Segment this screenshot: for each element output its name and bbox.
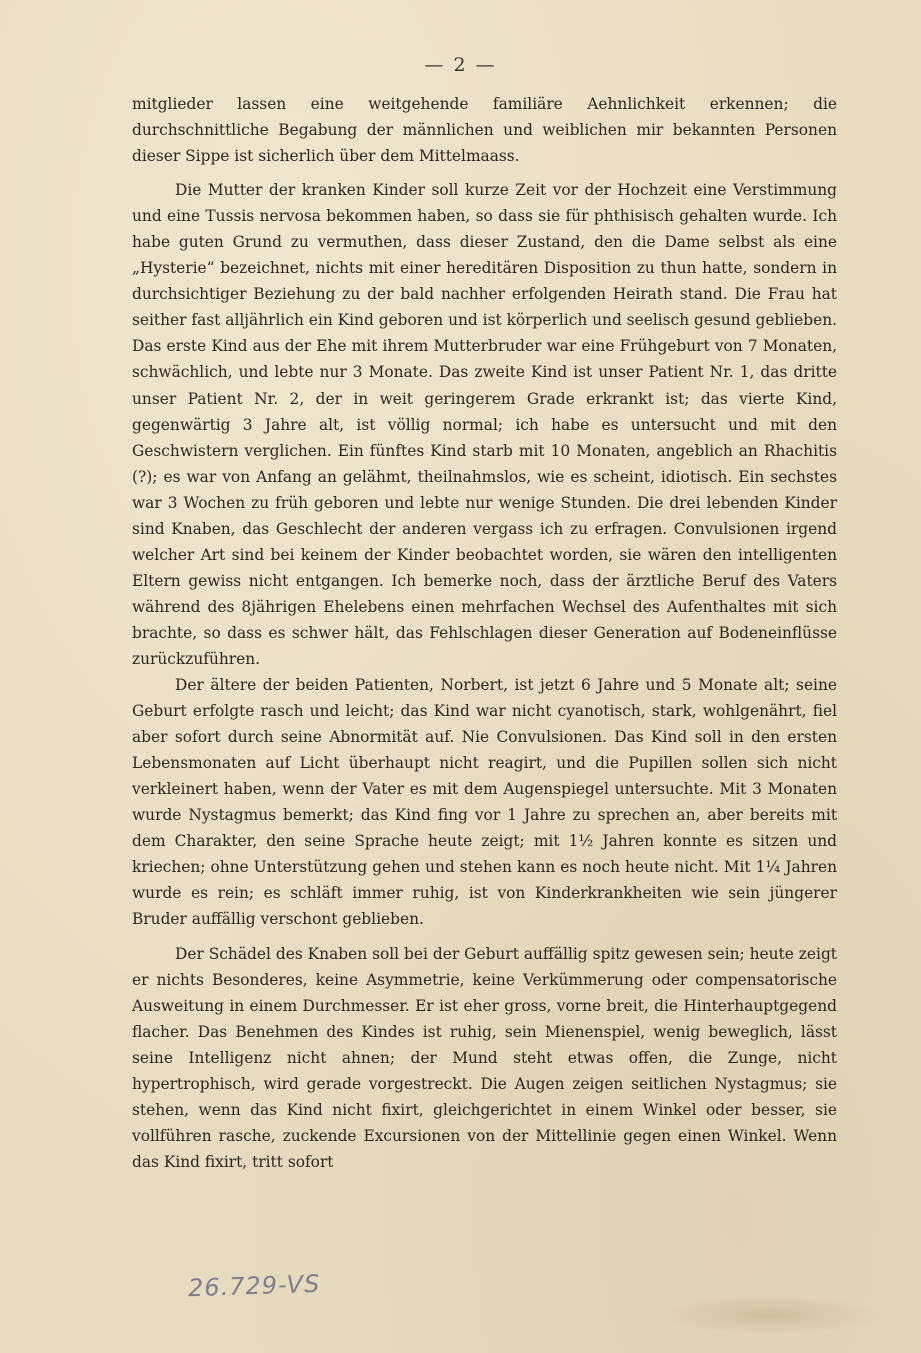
- body-text: [132, 91, 837, 1175]
- paragraph-mother-history: Die Mutter der kranken Kinder soll kurze Zeit vor der Hochzeit eine Verstimmung und eine Tussis nervosa bekommen haben, so dass sie für phthisisch gehalten wurde. Ich habe guten Grund zu vermuthen, dass dieser Zustand, den die Dame selbst als eine „Hysterie“ bezeichnet, nichts mit einer hereditären Disposition zu thun hatte, sondern in durchsichtiger Beziehung zu der bald nachher erfolgenden Heirath stand. Die Frau hat seither fast alljährlich ein Kind geboren und ist körperlich und seelisch gesund geblieben. Das erste Kind aus der Ehe mit ihrem Mutterbruder war eine Frühgeburt von 7 Monaten, schwächlich, und lebte nur 3 Monate. Das zweite Kind ist unser Patient Nr. 1, das dritte unser Patient Nr. 2, der in weit geringerem Grade erkrankt ist; das vierte Kind, gegenwärtig 3 Jahre alt, ist völlig normal; ich habe es untersucht und mit den Geschwistern verglichen. Ein fünftes Kind starb mit 10 Monaten, angeblich an Rhachitis (?); es war von Anfang an gelähmt, theilnahmslos, wie es scheint, idiotisch. Ein sechstes war 3 Wochen zu früh geboren und lebte nur wenige Stunden. Die drei lebenden Kinder sind Knaben, das Geschlecht der anderen vergass ich zu erfragen. Convulsionen irgend welcher Art sind bei keinem der Kinder beobachtet worden, sie wären den intelligenten Eltern gewiss nicht entgangen. Ich bemerke noch, dass der ärztliche Beruf des Vaters während des 8jährigen Ehelebens einen mehrfachen Wechsel des Aufenthaltes mit sich brachte, so dass es schwer hält, das Fehlschlagen dieser Generation auf Bodeneinflüsse zurückzuführen.: [132, 181, 837, 668]
- paragraph-skull-description: Der Schädel des Knaben soll bei der Geburt auffällig spitz gewesen sein; heute zeigt er nichts Besonderes, keine Asymmetrie, keine Verkümmerung oder compensatorische Ausweitung in einem Durchmesser. Er ist eher gross, vorne breit, die Hinterhauptgegend flacher. Das Benehmen des Kindes ist ruhig, sein Mienenspiel, wenig beweglich, lässt seine Intelligenz nicht ahnen; der Mund steht etwas offen, die Zunge, nicht hypertrophisch, wird gerade vorgestreckt. Die Augen zeigen seitlichen Nystagmus; sie stehen, wenn das Kind nicht fixirt, gleichgerichtet in einem Winkel oder besser, sie vollführen rasche, zuckende Excursionen von der Mittellinie gegen einen Winkel. Wenn das Kind fixirt, tritt sofort: [132, 944, 837, 1171]
- paragraph-family-resemblance: mitglieder lassen eine weitgehende familiäre Aehnlichkeit erkennen; die durchschnittliche Begabung der männlichen und weiblichen mir bekannten Personen dieser Sippe ist sicherlich über dem Mittelmaass.: [132, 95, 837, 166]
- handwritten-shelfmark: 26.729-VS: [187, 1269, 321, 1303]
- paragraph-patient-norbert: Der ältere der beiden Patienten, Norbert, ist jetzt 6 Jahre und 5 Monate alt; seine Geburt erfolgte rasch und leicht; das Kind war nicht cyanotisch, stark, wohlgenährt, fiel aber sofort durch seine Abnormität auf. Nie Convulsionen. Das Kind soll in den ersten Lebensmonaten auf Licht überhaupt nicht reagirt, und die Pupillen sollen sich nicht verkleinert haben, wenn der Vater es mit dem Augenspiegel untersuchte. Mit 3 Monaten wurde Nystagmus bemerkt; das Kind fing vor 1 Jahre zu sprechen an, aber bereits mit dem Charakter, den seine Sprache heute zeigt; mit 1½ Jahren konnte es sitzen und kriechen; ohne Unterstützung gehen und stehen kann es noch heute nicht. Mit 1¼ Jahren wurde es rein; es schläft immer ruhig, ist von Kinderkrankheiten wie sein jüngerer Bruder auffällig verschont geblieben.: [132, 676, 837, 929]
- paper-stain: [661, 1295, 881, 1335]
- page-number: — 2 —: [424, 54, 497, 76]
